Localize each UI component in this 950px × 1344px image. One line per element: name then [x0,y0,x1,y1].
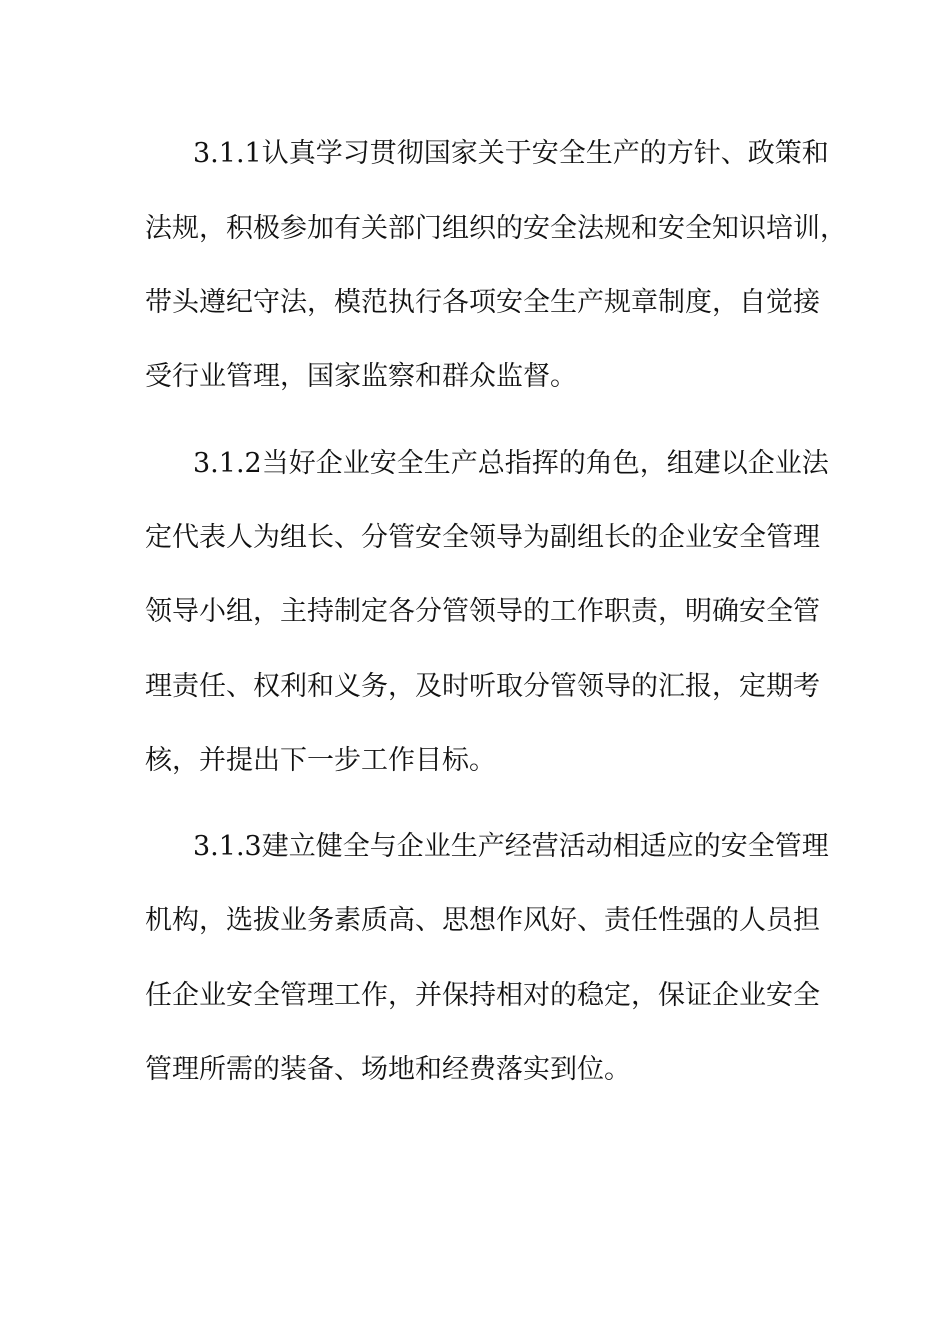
paragraph-1-line-3: 带头遵纪守法，模范执行各项安全生产规章制度，自觉接 [145,287,820,318]
paragraph-3-line-2: 机构，选拔业务素质高、思想作风好、责任性强的人员担 [145,905,820,936]
paragraph-1-line-4: 受行业管理，国家监察和群众监督。 [145,361,577,392]
paragraph-1-line-1: 3.1.1认真学习贯彻国家关于安全生产的方针、政策和 [193,138,829,169]
paragraph-3-line-3: 任企业安全管理工作，并保持相对的稳定，保证企业安全 [145,980,820,1011]
paragraph-2-line-1: 3.1.2当好企业安全生产总指挥的角色，组建以企业法 [193,448,829,479]
paragraph-2-line-5: 核，并提出下一步工作目标。 [145,745,496,776]
paragraph-3-line-1: 3.1.3建立健全与企业生产经营活动相适应的安全管理 [193,831,829,862]
paragraph-1-line-2: 法规，积极参加有关部门组织的安全法规和安全知识培训， [145,213,847,244]
paragraph-2-line-3: 领导小组，主持制定各分管领导的工作职责，明确安全管 [145,596,820,627]
paragraph-2-line-4: 理责任、权利和义务，及时听取分管领导的汇报，定期考 [145,671,820,702]
paragraph-2-line-2: 定代表人为组长、分管安全领导为副组长的企业安全管理 [145,522,820,553]
paragraph-3-line-4: 管理所需的装备、场地和经费落实到位。 [145,1054,631,1085]
